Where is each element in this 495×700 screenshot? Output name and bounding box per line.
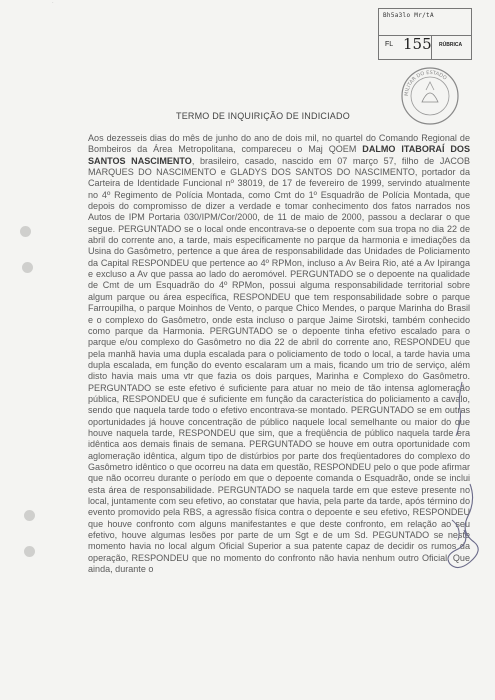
signature-initials: [440, 480, 488, 576]
seal-text: MILITAR DO ESTADO: [403, 69, 448, 97]
binder-hole: [20, 226, 31, 237]
stamp-page-number: 155: [403, 35, 432, 53]
body-intro: Aos dezesseis dias do mês de junho do ano de dois mil, no quartel do Comando Regional de Bombeiros da Área Metropolitana, compareceu o Maj QOEM: [88, 133, 470, 155]
stamp-rubrica-label: RÚBRICA: [439, 42, 463, 48]
binder-hole: [24, 546, 35, 557]
margin-mark: [448, 380, 468, 440]
document-title: TERMO DE INQUIRIÇÃO DE INDICIADO: [176, 111, 350, 121]
official-seal: [400, 66, 460, 126]
protocol-stamp: [378, 8, 472, 60]
body-main: , brasileiro, casado, nascido em 07 março 57, filho de JACOB MARQUES DO NASCIMENTO e GLADYS DOS SANTOS DO NASCIMENTO, portador da Carteira de Identidade Funcional nº 38019, de 17 de fevereiro de 1999, servindo atualmente no 4º Regimento de Polícia Montada, como Cmt do 1º Esquadrão de Polícia Montada, que depois do compromisso de dizer a verdade e tomar conhecimento dos fatos narrados nos Autos de IPM Portaria 030/IPM/Cor/2000, de 11 de maio de 2000, passou a declarar o que segue. PERGUNTADO se o local onde encontrava-se o depoente com sua tropa no dia 22 de abril do corrente ano, a tarde, mais especificamente no parque da harmonia e imediações da Usina do Gasômetro, pertence a que área de responsabilidade das Unidades de Policiamento da Capital RESPONDEU que pertence ao 4º RPMon, incluso a Av Beira Rio, até a Av Ipiranga e excluso a Av que passa ao lado do aeromóvel. PERGUNTADO se o depoente na qualidade de Cmt de um Esquadrão do 4º RPMon, possui alguma responsabilidade territorial sobre algum parque ou área específica, RESPONDEU que tem responsabilidade sobre o parque Farroupilha, o parque Moinhos de Vento, o parque Chico Mendes, o parque Marinha do Brasil e o complexo do Gasômetro, onde esta incluso o parque Jaime Sirotski, também conhecido como parque da Harmonia. PERGUNTADO se o depoente tinha efetivo escalado para o parque e/ou complexo do Gasômetro no dia 22 de abril do corrente ano, RESPONDEU que pela manhã havia uma dupla escalada para o policiamento de todo o local, a tarde havia uma dupla escalada, em função do evento escalaram um a mais, ficando um trio de serviço, além disto havia mais uma vtr que fazia os dois parques, Marinha e Complexo do Gasômetro. PERGUNTADO se este efetivo é suficiente para atuar no meio de tão intensa aglomeração pública, RESPONDEU que é suficiente em função da característica do policiamento a cavalo, sendo que naquela tarde todo o efetivo encontrava-se montado. PERGUNTADO se em outras oportunidades já houve concentração de público naquele local semelhante ou maior do que houve naquela tarde, RESPONDEU que sim, que a freqüência de público naquela tarde era idêntica aos demais finais de semana. PERGUNTADO se houve em outra oportunidade com aglomeração idêntica, algum tipo de distúrbios por parte dos freqüentadores do complexo do Gasômetro idêntico o que ocorreu na data em questão, RESPONDEU pelo o que pode afirmar que não ocorreu durante o período em que o depoente comanda o Esquadrão, onde se inclui esta área de responsabilidade. PERGUNTADO se naquela tarde em que esteve presente no local, juntamente com seu efetivo, ao constatar que havia, pela parte da tarde, após término do evento promovido pela RBS, a agressão física contra o depoente e seu efetivo, RESPONDEU que houve confronto com alguns manifestantes e que deste confronto, em relação ao seu efetivo, houve algumas lesões por parte de um Sgt e de um Sd. PEGUNTADO se neste momento havia no local algum Oficial Superior a sua patente capaz de decidir os rumos da operação, RESPONDEU que no momento do confronto não havia nenhum outro Oficial. Que ainda, durante o: [88, 155, 470, 575]
binder-hole: [22, 262, 33, 273]
stamp-handwritten-line: Bh5a3lo Mr/tA: [383, 12, 434, 19]
document-body: [88, 133, 470, 575]
stamp-vertical-divider: [431, 35, 432, 59]
corner-mark: ·: [52, 0, 54, 6]
stamp-fl-label: FL: [385, 41, 394, 48]
binder-hole: [24, 510, 35, 521]
svg-text:MILITAR DO ESTADO: [404, 70, 448, 96]
deponent-name: DALMO ITABORAÍ DOS SANTOS NASCIMENTO: [88, 144, 470, 166]
